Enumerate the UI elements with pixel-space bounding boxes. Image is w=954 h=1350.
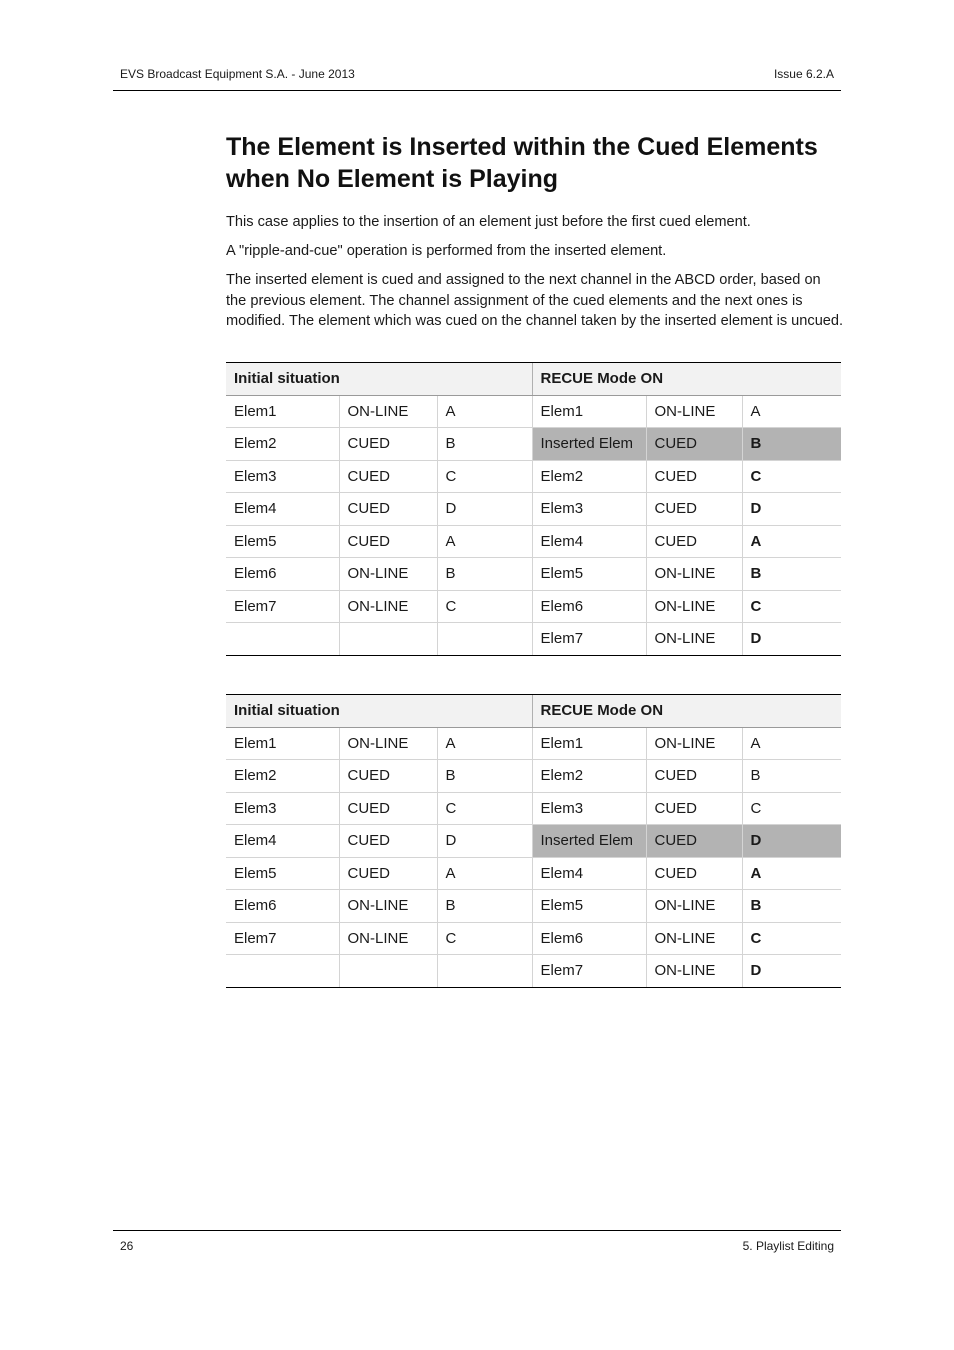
table-row	[226, 857, 841, 890]
cell-recue-channel: B	[742, 558, 841, 591]
paragraph-1: This case applies to the insertion of an element just before the first cued element.	[226, 214, 751, 230]
cell-initial-status: CUED	[339, 460, 437, 493]
cell-initial-element: Elem5	[226, 857, 339, 890]
cell-recue-channel: A	[742, 727, 841, 760]
cell-initial-status: ON-LINE	[339, 395, 437, 428]
cell-recue-channel: C	[742, 922, 841, 955]
cell-recue-element: Elem6	[532, 590, 646, 623]
cell-recue-status: CUED	[646, 493, 742, 526]
cell-initial-status	[339, 623, 437, 656]
header-issue: Issue 6.2.A	[773, 67, 834, 81]
table-header-recue: RECUE Mode ON	[532, 695, 841, 728]
table-row	[226, 792, 841, 825]
cell-recue-element: Elem6	[532, 922, 646, 955]
cell-initial-element: Elem1	[226, 395, 339, 428]
cell-initial-channel: B	[437, 890, 532, 923]
cell-recue-channel: D	[742, 623, 841, 656]
table-header-recue: RECUE Mode ON	[532, 363, 841, 396]
table-row	[226, 623, 841, 656]
cell-initial-channel: A	[437, 727, 532, 760]
paragraph-3: The inserted element is cued and assigned to the next channel in the ABCD order, based on the previous element. The channel assignment of the cued elements and the next ones is modified. The element which was cued on the channel taken by the inserted element is uncued.	[226, 272, 844, 329]
cell-recue-channel: A	[742, 395, 841, 428]
cell-initial-channel: D	[437, 825, 532, 858]
cell-recue-element: Elem2	[532, 460, 646, 493]
cell-recue-element: Inserted Elem	[532, 825, 646, 858]
table-row	[226, 955, 841, 988]
cell-recue-element: Elem7	[532, 623, 646, 656]
cell-recue-status: CUED	[646, 460, 742, 493]
table-row	[226, 922, 841, 955]
cell-recue-channel: C	[742, 590, 841, 623]
table-row	[226, 395, 841, 428]
cell-initial-element: Elem2	[226, 760, 339, 793]
table-row	[226, 493, 841, 526]
cell-recue-channel: D	[742, 955, 841, 988]
table-header-initial: Initial situation	[226, 363, 532, 396]
cell-initial-channel: C	[437, 590, 532, 623]
cell-recue-status: CUED	[646, 825, 742, 858]
table-row	[226, 825, 841, 858]
cell-initial-element	[226, 955, 339, 988]
cell-recue-element: Elem5	[532, 558, 646, 591]
cell-initial-status: CUED	[339, 525, 437, 558]
cell-recue-element: Elem3	[532, 792, 646, 825]
cell-initial-status: CUED	[339, 857, 437, 890]
cell-initial-channel: B	[437, 428, 532, 461]
cell-recue-channel: A	[742, 857, 841, 890]
cell-initial-status: ON-LINE	[339, 558, 437, 591]
cell-recue-status: ON-LINE	[646, 922, 742, 955]
cell-initial-element: Elem6	[226, 890, 339, 923]
cell-recue-element: Elem4	[532, 857, 646, 890]
cell-initial-channel	[437, 623, 532, 656]
table-recue-first	[226, 362, 841, 656]
cell-initial-status: ON-LINE	[339, 590, 437, 623]
table-row	[226, 525, 841, 558]
cell-recue-element: Inserted Elem	[532, 428, 646, 461]
cell-initial-status: ON-LINE	[339, 922, 437, 955]
cell-recue-status: ON-LINE	[646, 890, 742, 923]
table-row	[226, 890, 841, 923]
cell-initial-element: Elem7	[226, 590, 339, 623]
cell-recue-status: ON-LINE	[646, 395, 742, 428]
cell-recue-element: Elem3	[532, 493, 646, 526]
paragraph-2: A "ripple-and-cue" operation is performed from the inserted element.	[226, 243, 667, 259]
page-header	[113, 62, 841, 91]
cell-initial-channel: B	[437, 760, 532, 793]
cell-recue-status: ON-LINE	[646, 623, 742, 656]
cell-initial-element: Elem3	[226, 460, 339, 493]
page-footer	[113, 1230, 841, 1261]
table-row	[226, 590, 841, 623]
cell-initial-element: Elem6	[226, 558, 339, 591]
cell-initial-element: Elem4	[226, 493, 339, 526]
cell-initial-channel: A	[437, 857, 532, 890]
cell-initial-element: Elem1	[226, 727, 339, 760]
table-header-initial: Initial situation	[226, 695, 532, 728]
cell-recue-channel: D	[742, 493, 841, 526]
cell-recue-element: Elem1	[532, 727, 646, 760]
table-row	[226, 428, 841, 461]
cell-recue-status: CUED	[646, 428, 742, 461]
footer-chapter: 5. Playlist Editing	[742, 1239, 834, 1253]
cell-initial-channel: C	[437, 792, 532, 825]
cell-recue-channel: B	[742, 890, 841, 923]
cell-initial-status: CUED	[339, 825, 437, 858]
cell-recue-status: ON-LINE	[646, 727, 742, 760]
table-recue-middle	[226, 694, 841, 988]
section-title: The Element is Inserted within the Cued Elements when No Element is Playing	[226, 133, 818, 193]
cell-initial-status: ON-LINE	[339, 890, 437, 923]
cell-recue-element: Elem5	[532, 890, 646, 923]
cell-recue-channel: A	[742, 525, 841, 558]
cell-recue-element: Elem7	[532, 955, 646, 988]
cell-initial-status: CUED	[339, 428, 437, 461]
cell-initial-element: Elem2	[226, 428, 339, 461]
cell-initial-channel: A	[437, 395, 532, 428]
cell-initial-channel	[437, 955, 532, 988]
table-row	[226, 558, 841, 591]
cell-initial-status	[339, 955, 437, 988]
cell-recue-status: CUED	[646, 792, 742, 825]
cell-recue-channel: C	[742, 460, 841, 493]
cell-recue-status: CUED	[646, 760, 742, 793]
cell-recue-element: Elem1	[532, 395, 646, 428]
page-number: 26	[120, 1239, 134, 1253]
cell-initial-element: Elem7	[226, 922, 339, 955]
cell-initial-element	[226, 623, 339, 656]
header-publisher: EVS Broadcast Equipment S.A. - June 2013	[120, 67, 355, 81]
table-row	[226, 760, 841, 793]
cell-initial-element: Elem5	[226, 525, 339, 558]
cell-initial-element: Elem4	[226, 825, 339, 858]
cell-recue-channel: B	[742, 760, 841, 793]
cell-initial-channel: C	[437, 460, 532, 493]
cell-initial-status: CUED	[339, 493, 437, 526]
cell-initial-channel: D	[437, 493, 532, 526]
cell-recue-status: CUED	[646, 857, 742, 890]
cell-initial-status: ON-LINE	[339, 727, 437, 760]
cell-recue-status: ON-LINE	[646, 955, 742, 988]
cell-recue-element: Elem2	[532, 760, 646, 793]
cell-initial-status: CUED	[339, 760, 437, 793]
cell-initial-element: Elem3	[226, 792, 339, 825]
cell-recue-status: ON-LINE	[646, 558, 742, 591]
cell-recue-channel: C	[742, 792, 841, 825]
cell-initial-status: CUED	[339, 792, 437, 825]
cell-initial-channel: A	[437, 525, 532, 558]
table-row	[226, 727, 841, 760]
cell-recue-status: CUED	[646, 525, 742, 558]
cell-initial-channel: C	[437, 922, 532, 955]
cell-initial-channel: B	[437, 558, 532, 591]
cell-recue-element: Elem4	[532, 525, 646, 558]
cell-recue-status: ON-LINE	[646, 590, 742, 623]
cell-recue-channel: B	[742, 428, 841, 461]
table-row	[226, 460, 841, 493]
cell-recue-channel: D	[742, 825, 841, 858]
